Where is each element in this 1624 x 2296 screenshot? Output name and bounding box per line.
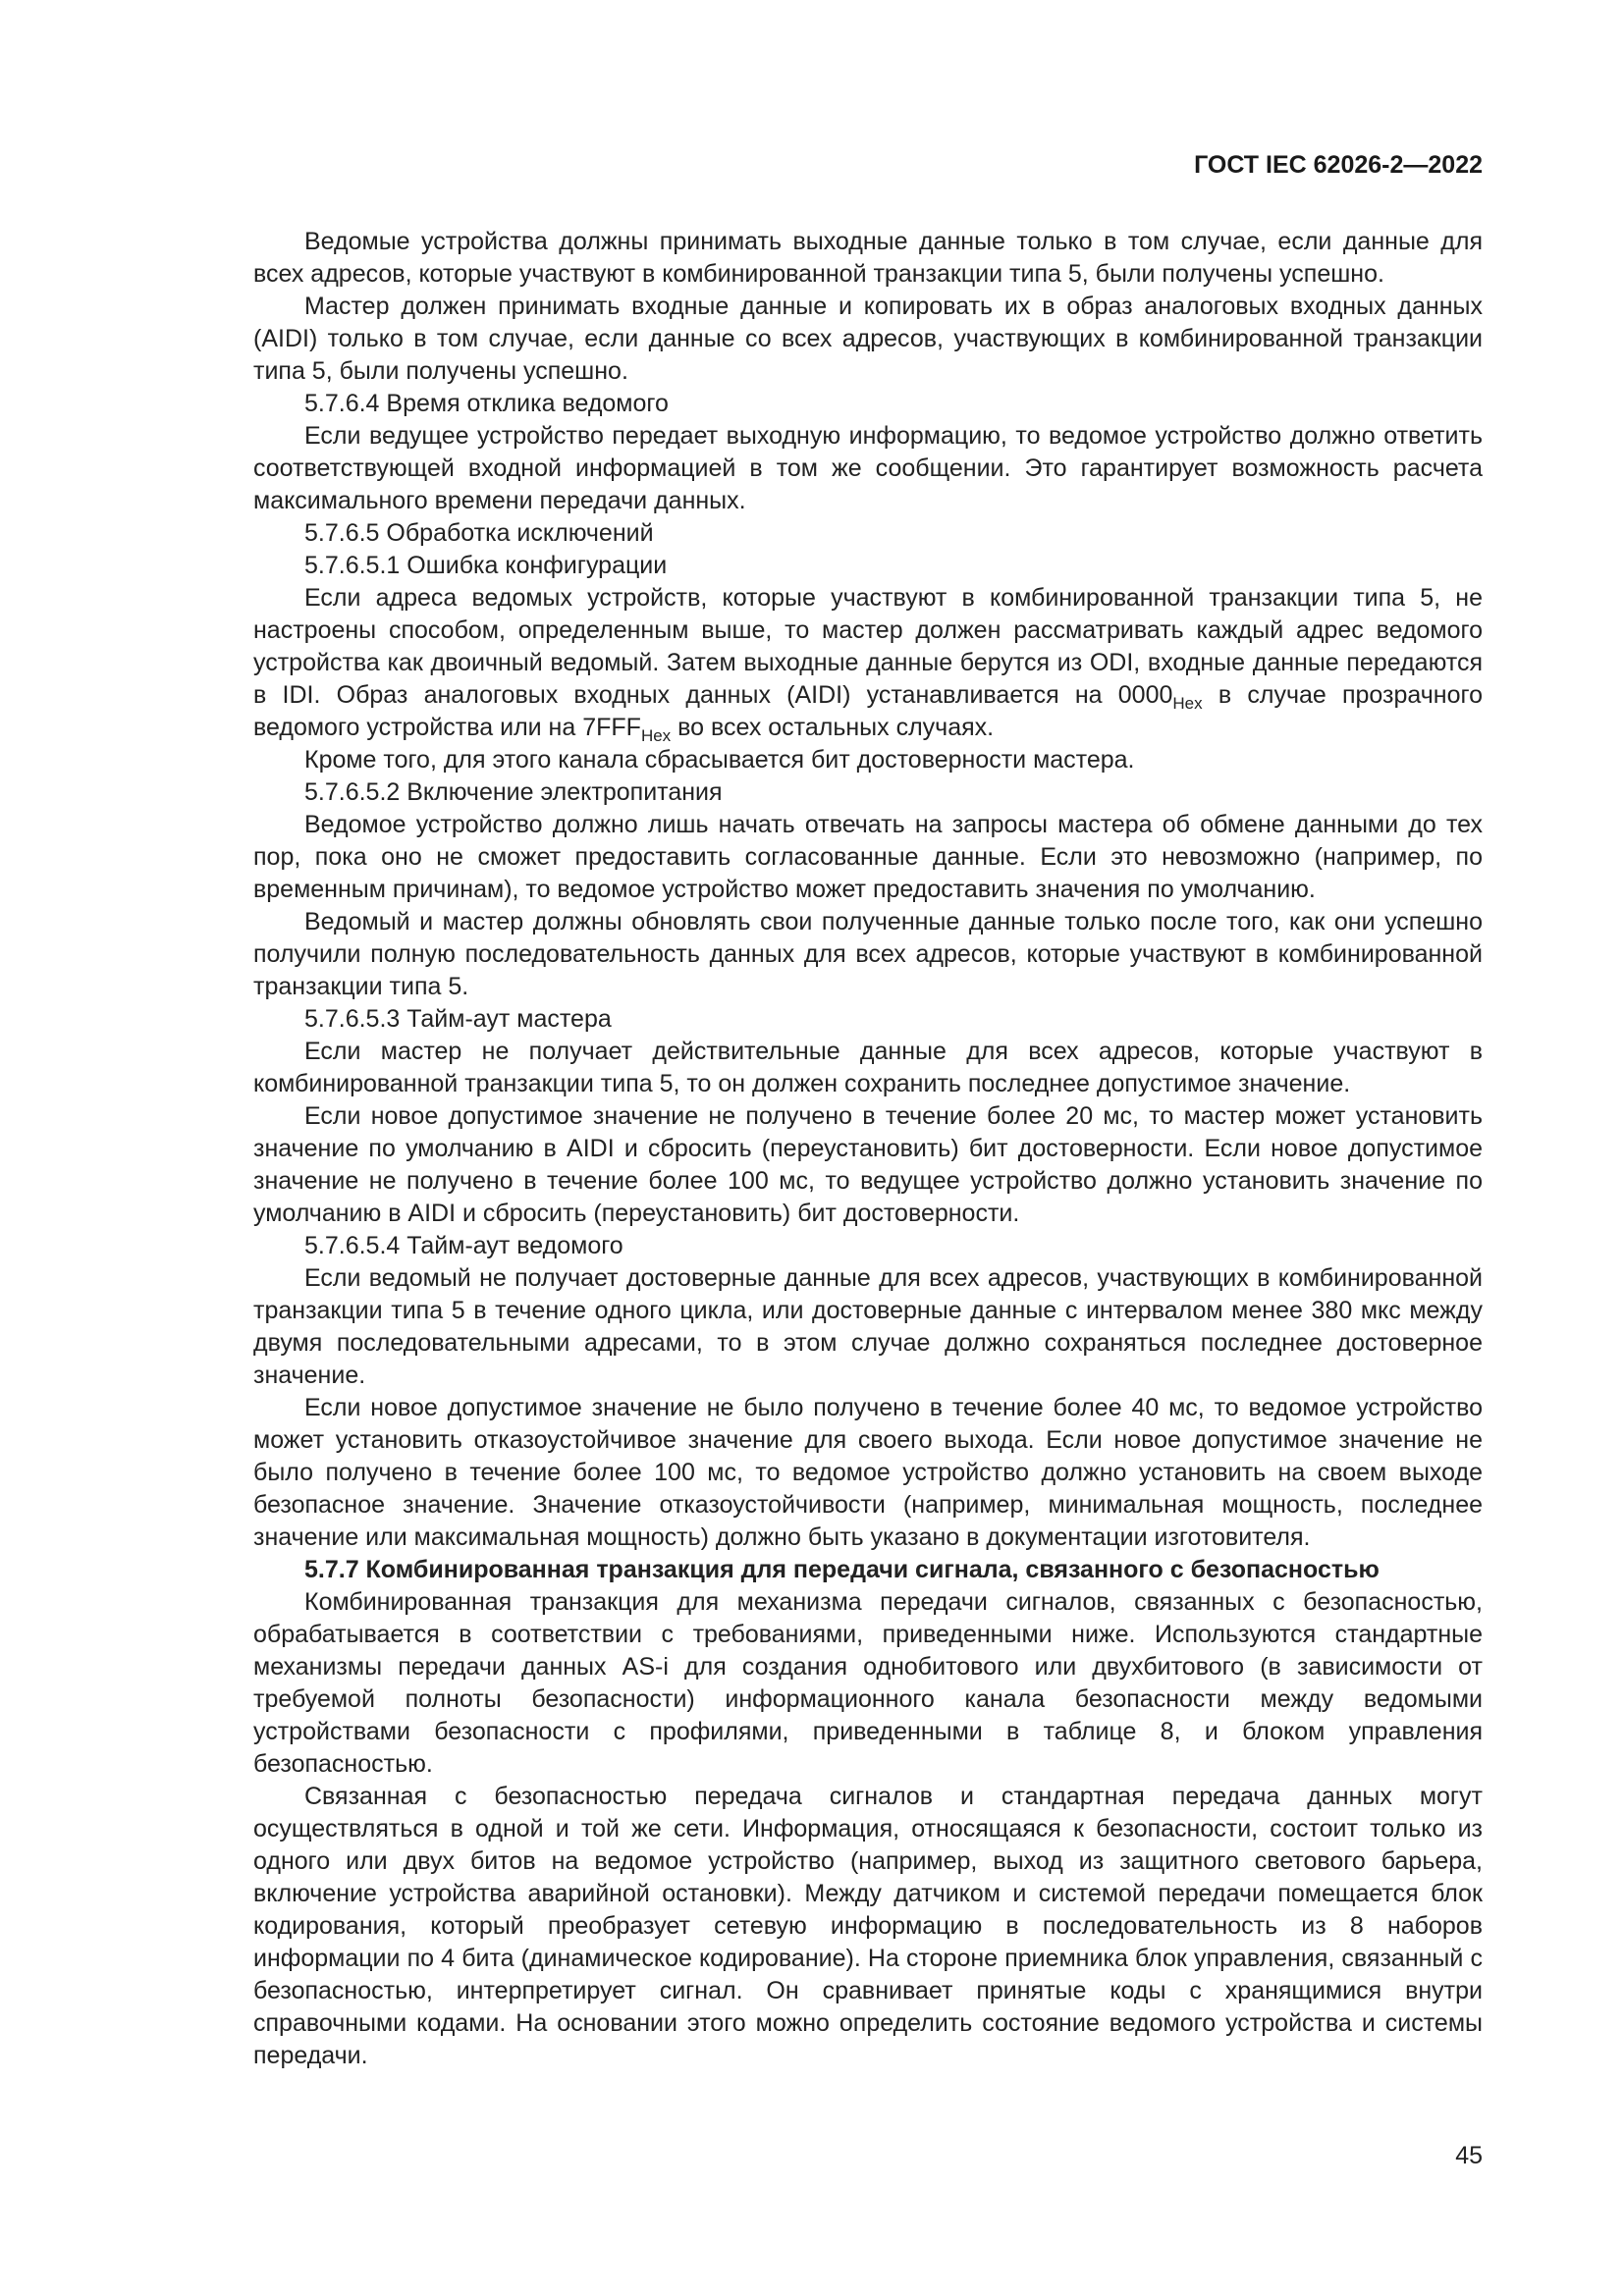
section-heading: 5.7.6.5.1 Ошибка конфигурации bbox=[304, 552, 668, 579]
paragraph: Если новое допустимое значение не получено в течение более 20 мс, то мастер может установить значение по умолчанию в AIDI и сбросить (переустановить) бит достоверности. Если новое допустимое значение не получено в течение более 100 мс, то ведущее устройство должно установить значение по умолчанию в AIDI и сбросить (переустановить) бит достоверности. bbox=[253, 1102, 1483, 1227]
paragraph: Если мастер не получает действительные данные для всех адресов, которые участвуют в комбинированной транзакции типа 5, то он должен сохранить последнее допустимое значение. bbox=[253, 1038, 1483, 1097]
paragraph: Связанная с безопасностью передача сигналов и стандартная передача данных могут осуществляться в одной и той же сети. Информация, относящаяся к безопасности, состоит только из одного или двух битов на ведомое устройство (например, выход из защитного светового барьера, включение устройства аварийной остановки). Между датчиком и системой передачи помещается блок кодирования, который преобразует сетевую информацию в последовательность из 8 наборов информации по 4 бита (динамическое кодирование). На стороне приемника блок управления, связанный с безопасностью, интерпретирует сигнал. Он сравнивает принятые коды с хранящимися внутри справочными кодами. На основании этого можно определить состояние ведомого устройства и системы передачи. bbox=[253, 1783, 1483, 2069]
paragraph: Ведомое устройство должно лишь начать отвечать на запросы мастера об обмене данными до тех пор, пока оно не сможет предоставить согласованные данные. Если это невозможно (например, по временным причинам), то ведомое устройство может предоставить значения по умолчанию. bbox=[253, 811, 1483, 903]
paragraph: Мастер должен принимать входные данные и копировать их в образ аналоговых входных данных (AIDI) только в том случае, если данные со всех адресов, участвующих в комбинированной транзакции типа 5, были получены успешно. bbox=[253, 293, 1483, 385]
paragraph: Если ведомый не получает достоверные данные для всех адресов, участвующих в комбинированной транзакции типа 5 в течение одного цикла, или достоверные данные с интервалом менее 380 мкс между двумя последовательными адресами, то в этом случае должно сохраняться последнее достоверное значение. bbox=[253, 1264, 1483, 1389]
section-heading: 5.7.6.5.2 Включение электропитания bbox=[304, 778, 723, 806]
section-heading: 5.7.6.4 Время отклика ведомого bbox=[304, 390, 669, 417]
paragraph: Если ведущее устройство передает выходную информацию, то ведомое устройство должно ответить соответствующей входной информацией в том же сообщении. Это гарантирует возможность расчета максимального времени передачи данных. bbox=[253, 422, 1483, 514]
paragraph-text: во всех остальных случаях. bbox=[671, 714, 995, 741]
document-body bbox=[253, 226, 1483, 2072]
paragraph: Если новое допустимое значение не было получено в течение более 40 мс, то ведомое устройство может установить отказоустойчивое значение для своего выхода. Если новое допустимое значение не было получено в течение более 100 мс, то ведомое устройство должно установить на своем выходе безопасное значение. Значение отказоустойчивости (например, минимальная мощность, последнее значение или максимальная мощность) должно быть указано в документации изготовителя. bbox=[253, 1394, 1483, 1551]
hex-subscript: Hex bbox=[1172, 694, 1203, 713]
section-heading: 5.7.6.5.3 Тайм-аут мастера bbox=[304, 1005, 612, 1033]
page-number: 45 bbox=[1455, 2142, 1483, 2169]
section-heading: 5.7.6.5 Обработка исключений bbox=[304, 519, 654, 547]
hex-subscript: Hex bbox=[640, 726, 672, 745]
document-header: ГОСТ IEC 62026-2—2022 bbox=[1194, 151, 1483, 179]
paragraph: Ведомый и мастер должны обновлять свои полученные данные только после того, как они успешно получили полную последовательность данных для всех адресов, которые участвуют в комбинированной транзакции типа 5. bbox=[253, 908, 1483, 1000]
section-heading-bold: 5.7.7 Комбинированная транзакция для передачи сигнала, связанного с безопасностью bbox=[304, 1556, 1380, 1583]
paragraph: Комбинированная транзакция для механизма передачи сигналов, связанных с безопасностью, обрабатывается в соответствии с требованиями, приведенными ниже. Используются стандартные механизмы передачи данных AS-i для создания однобитового или двухбитового (в зависимости от требуемой полноты безопасности) информационного канала безопасности между ведомыми устройствами безопасности с профилями, приведенными в таблице 8, и блоком управления безопасностью. bbox=[253, 1588, 1483, 1778]
paragraph-text: Если адреса ведомых устройств, которые участвуют в комбинированной транзакции типа 5, не настроены способом, определенным выше, то мастер должен рассматривать каждый адрес ведомого устройства как двоичный ведомый. Затем выходные данные берутся из ODI, входные данные передаются в IDI. Образ аналоговых входных данных (AIDI) устанавливается на 0000 bbox=[253, 584, 1483, 709]
paragraph: Кроме того, для этого канала сбрасывается бит достоверности мастера. bbox=[304, 746, 1135, 774]
paragraph bbox=[253, 582, 1483, 744]
paragraph: Ведомые устройства должны принимать выходные данные только в том случае, если данные для всех адресов, которые участвуют в комбинированной транзакции типа 5, были получены успешно. bbox=[253, 228, 1483, 288]
paragraph-text: в случае прозрачного ведомого устройства или на 7FFF bbox=[253, 681, 1483, 741]
section-heading: 5.7.6.5.4 Тайм-аут ведомого bbox=[304, 1232, 623, 1259]
